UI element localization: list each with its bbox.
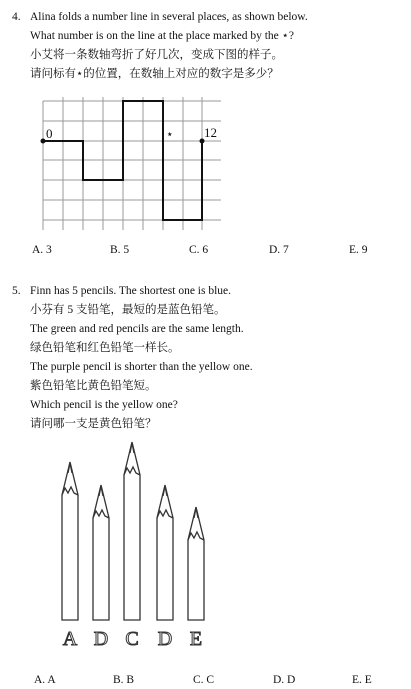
q4-option-c[interactable]: C. 6 [189, 244, 209, 256]
grid [43, 97, 221, 230]
pencil-label-d-2: D [157, 628, 173, 650]
start-point [41, 139, 46, 144]
folded-number-line-figure [0, 0, 411, 260]
q5-number: 5. [12, 285, 21, 297]
end-label: 12 [204, 125, 217, 140]
q4-line-3: 小艾将一条数轴弯折了好几次，变成下图的样子。 [30, 49, 283, 61]
q5-line-5: The purple pencil is shorter than the yellow one. [30, 361, 253, 373]
q5-line-8: 请问哪一支是黄色铅笔？ [30, 418, 157, 430]
q5-line-6: 紫色铅笔比黄色铅笔短。 [30, 380, 157, 392]
q4-line-2: What number is on the line at the place marked by the ⋆? [30, 30, 294, 42]
start-label: 0 [46, 126, 53, 141]
q4-option-d[interactable]: D. 7 [269, 244, 289, 256]
q5-line-7: Which pencil is the yellow one? [30, 399, 178, 411]
pencil-d-2 [157, 485, 173, 620]
pencil-label-c: C [125, 628, 139, 650]
star-marker: ⋆ [166, 127, 174, 141]
q4-option-b[interactable]: B. 5 [110, 244, 130, 256]
q4-option-e[interactable]: E. 9 [349, 244, 368, 256]
pencils-figure [0, 430, 411, 655]
q5-option-e[interactable]: E. E [352, 674, 372, 686]
pencil-label-a: A [62, 628, 78, 650]
q4-line-1: Alina folds a number line in several places, as shown below. [30, 11, 308, 23]
pencil-c [124, 442, 140, 620]
q4-option-a[interactable]: A. 3 [32, 244, 52, 256]
q5-line-1: Finn has 5 pencils. The shortest one is blue. [30, 285, 232, 297]
q5-option-d[interactable]: D. D [273, 674, 296, 686]
q5-line-4: 绿色铅笔和红色铅笔一样长。 [30, 342, 180, 354]
pencil-a [62, 462, 78, 620]
q4-line-4: 请问标有⋆的位置，在数轴上对应的数字是多少？ [30, 68, 279, 80]
pencil-d-1 [93, 485, 109, 620]
q5-line-3: The green and red pencils are the same length. [30, 323, 244, 335]
pencil-label-e: E [189, 628, 203, 650]
q5-line-2: 小芬有 5 支铅笔，最短的是蓝色铅笔。 [30, 304, 226, 316]
pencil-e [188, 507, 204, 620]
q5-option-b[interactable]: B. B [113, 674, 135, 686]
q5-option-c[interactable]: C. C [193, 674, 215, 686]
q5-option-a[interactable]: A. A [34, 674, 56, 686]
q4-number: 4. [12, 11, 21, 23]
pencil-label-d-1: D [93, 628, 109, 650]
